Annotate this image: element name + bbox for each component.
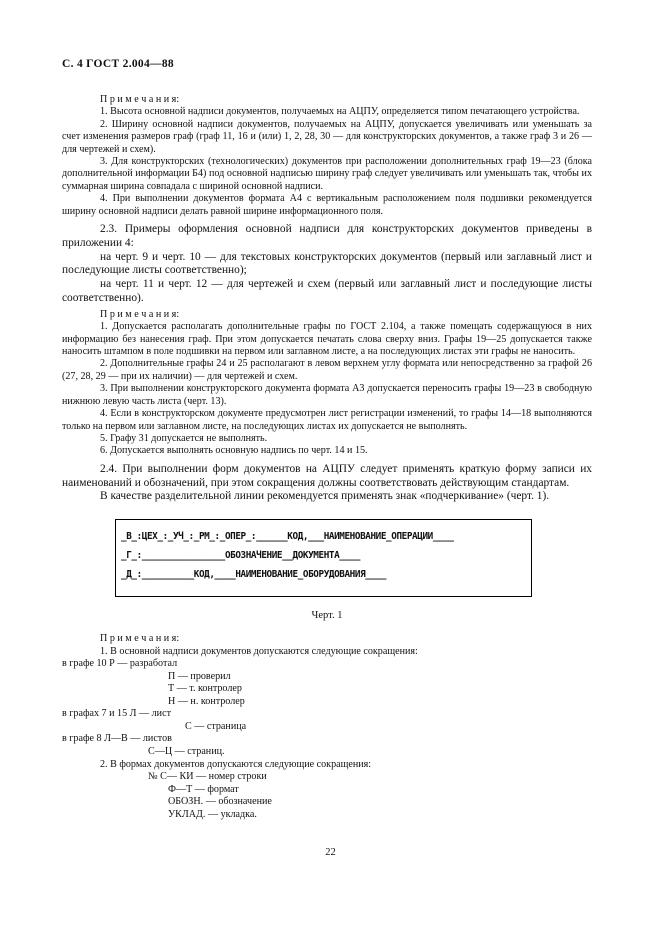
page-number: 22 (325, 847, 336, 858)
notes-heading-1: П р и м е ч а н и я: (100, 94, 180, 105)
abbr-line: Т — т. контролер (168, 683, 242, 695)
section-2-4-para: 2.4. При выполнении форм документов на АЦПУ следует применять краткую форму записи их наименований и обозначений, при этом сокращения должны соответствовать действующим стандартам. (62, 462, 592, 489)
note-item: 1. Допускается располагать дополнительные графы по ГОСТ 2.104, а также помещать содержащуюся в них информацию без нанесения граф. При этом допускается печатать слова сверху вниз. Графы 19—25 допускается также наносить штампом в поле подшивки на первом или заглавном листе, а на последующих листах эти графы не наносить. (62, 321, 592, 358)
note-item: 4. Если в конструкторском документе предусмотрен лист регистрации изменений, то графы 14—18 выполняются только на первом или заглавном листе, на последующих листах их допускается не выполнять. (62, 408, 592, 432)
abbr-line: в графе 10 Р — разработал (62, 657, 178, 669)
figure-line: _Д_:__________КОД,____НАИМЕНОВАНИЕ_ОБОРУДОВАНИЯ____ (121, 569, 387, 581)
figure-1-box (115, 519, 532, 597)
figure-line: _Г_:________________ОБОЗНАЧЕНИЕ__ДОКУМЕНТА____ (121, 550, 361, 562)
abbr-line: № С— КИ — номер строки (148, 771, 267, 783)
section-2-3-item: на черт. 11 и черт. 12 — для чертежей и схем (первый или заглавный лист и последующие листы соответственно). (62, 278, 592, 305)
note-item: 3. При выполнении конструкторского документа формата А3 допускается переносить графы 19—23 в свободную нижнюю левую часть листа (черт. 13). (62, 383, 592, 407)
note-item: 1. В основной надписи документов допускаются следующие сокращения: (100, 645, 418, 657)
abbr-line: С — страница (185, 720, 247, 732)
note-item: 2. В формах документов допускаются следующие сокращения: (100, 758, 372, 770)
abbr-line: в графах 7 и 15 Л — лист (62, 708, 171, 720)
section-2-3-item: на черт. 9 и черт. 10 — для текстовых конструкторских документов (первый или заглавный лист и последующие листы соответственно); (62, 250, 592, 277)
notes-heading-3: П р и м е ч а н и я: (100, 633, 180, 645)
note-item: 5. Графу 31 допускается не выполнять. (100, 432, 268, 444)
section-2-3-intro: 2.3. Примеры оформления основной надписи для конструкторских документов приведены в приложении 4: (62, 223, 592, 249)
abbr-line: УКЛАД. — укладка. (168, 808, 257, 820)
abbr-line: в графе 8 Л—В — листов (62, 733, 172, 745)
figure-1-caption: Черт. 1 (311, 610, 343, 622)
figure-1 (62, 519, 592, 621)
note-item: 3. Для конструкторских (технологических) документов при расположении дополнительных граф 19—23 (блока дополнительной информации Б4) под основной надписью ширину граф следует увеличивать или уменьшать так, чтобы их суммарная ширина совпадала с шириной основной надписи. (62, 156, 592, 192)
abbr-line: С—Ц — страниц. (148, 746, 225, 758)
notes-heading-2: П р и м е ч а н и я: (100, 308, 180, 320)
note-item: 4. При выполнении документов формата А4 с вертикальным расположением поля подшивки рекомендуется ширину основной надписи делать равной ширине информационного поля. (62, 193, 592, 217)
note-item: 2. Дополнительные графы 24 и 25 располагают в левом верхнем углу формата или непосредственно за графой 26 (27, 28, 29 — при их наличии) — для чертежей и схем. (62, 358, 592, 382)
note-item: 6. Допускается выполнять основную надпись по черт. 14 и 15. (100, 445, 368, 457)
section-2-4-para: В качестве разделительной линии рекомендуется применять знак «подчеркивание» (черт. 1). (100, 490, 550, 503)
abbr-line: П — проверил (168, 670, 231, 682)
abbr-line: ОБОЗН. — обозначение (168, 796, 272, 808)
note-item: 2. Ширину основной надписи документов, получаемых на АЦПУ, допускается увеличивать или уменьшать за счет изменения размеров граф (граф 11, 16 и (или) 1, 2, 28, 30 — для конструкторских документов, а также граф 3 и 26 — для чертежей и схем). (62, 118, 592, 155)
figure-line: _В_:ЦЕХ_:_УЧ_:_РМ_:_ОПЕР_:______КОД,___НАИМЕНОВАНИЕ_ОПЕРАЦИИ____ (121, 531, 454, 543)
abbr-line: Ф—Т — формат (168, 783, 239, 795)
running-header: С. 4 ГОСТ 2.004—88 (62, 58, 174, 70)
note-item: 1. Высота основной надписи документов, получаемых на АЦПУ, определяется типом печатающего устройства. (100, 106, 580, 118)
text-block (62, 58, 592, 821)
abbr-line: Н — н. контролер (168, 695, 245, 707)
